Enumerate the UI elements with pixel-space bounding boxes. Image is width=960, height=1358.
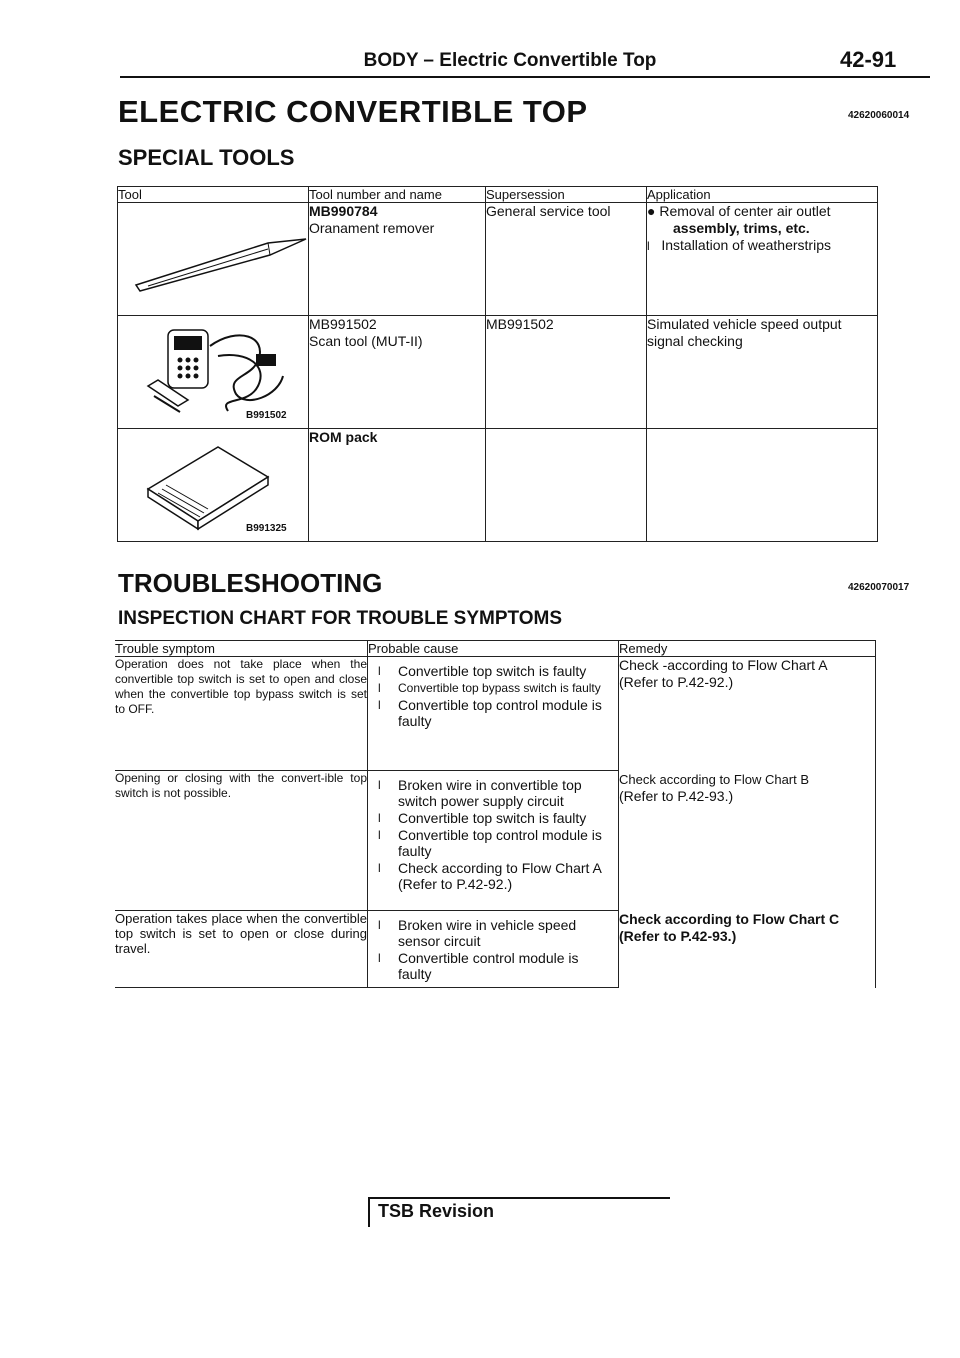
probable-cause-cell	[368, 771, 619, 911]
application-text: assembly, trims, etc.	[673, 220, 810, 236]
tool-application-cell	[647, 316, 878, 429]
application-text: signal checking	[647, 333, 743, 349]
application-text: Removal of center air outlet	[659, 203, 831, 219]
remedy-cell	[619, 657, 876, 771]
application-line: ● Removal of center air outlet	[647, 203, 831, 219]
remedy-ref: (Refer to P.42-93.)	[619, 927, 737, 944]
trouble-row	[115, 771, 876, 911]
application-text: Installation of weatherstrips	[661, 237, 831, 253]
trouble-row	[115, 657, 876, 771]
page-header-title: BODY – Electric Convertible Top	[363, 50, 657, 71]
troubleshooting-code: 42620070017	[848, 582, 910, 593]
tool-number-cell	[309, 203, 486, 316]
tool-image-label: B991502	[246, 410, 287, 421]
cause-item: l Convertible top switch is faulty	[378, 663, 612, 679]
page-number: 42-91	[840, 47, 897, 72]
cause-item: l Broken wire in vehicle speed sensor circuit	[378, 917, 612, 949]
tool-image-cell	[118, 429, 309, 542]
remedy-text: Check according to Flow Chart C	[619, 910, 840, 927]
trouble-header-row	[115, 641, 876, 657]
tool-number-cell	[309, 429, 486, 542]
tool-application-cell	[647, 203, 878, 316]
tool-number: MB991502	[309, 316, 377, 332]
special-tools-header-row	[118, 187, 878, 203]
tool-row	[118, 316, 878, 429]
header-trouble-symptom: Trouble symptom	[115, 641, 368, 657]
special-tools-title: SPECIAL TOOLS	[118, 145, 295, 170]
tool-supersession: MB991502	[486, 316, 647, 429]
trouble-row	[115, 911, 876, 988]
probable-cause-cell	[368, 911, 619, 988]
cause-list	[368, 657, 618, 734]
tool-row	[118, 203, 878, 316]
tsb-revision-label: TSB Revision	[378, 1201, 495, 1221]
remedy-cell	[619, 911, 876, 988]
header-application: Application	[647, 187, 878, 203]
application-line: l Installation of weatherstrips	[647, 237, 831, 253]
trouble-symptom: Operation does not take place when the convertible top switch is set to open and close when the convertible top bypass switch is set to OFF.	[115, 657, 368, 771]
cause-item: l Broken wire in convertible top switch power supply circuit	[378, 777, 612, 809]
trouble-symptom: Opening or closing with the convert-ible top switch is not possible.	[115, 771, 368, 911]
cause-item: l Convertible top control module is faulty	[378, 827, 612, 859]
header-remedy: Remedy	[619, 641, 876, 657]
troubleshooting-title: TROUBLESHOOTING	[118, 568, 383, 598]
probable-cause-cell	[368, 657, 619, 771]
tool-image-cell	[118, 316, 309, 429]
trouble-symptom: Operation takes place when the convertible top switch is set to open or close during travel.	[115, 911, 368, 988]
tool-image-label: B991325	[246, 523, 287, 534]
inspection-chart-title: INSPECTION CHART FOR TROUBLE SYMPTOMS	[118, 608, 563, 629]
tool-name: Oranament remover	[309, 220, 435, 236]
cause-list	[368, 911, 618, 987]
remedy-ref: (Refer to P.42-93.)	[619, 787, 734, 804]
cause-item: l Convertible top switch is faulty	[378, 810, 612, 826]
tool-name: Scan tool (MUT-II)	[309, 333, 423, 349]
tool-number: MB990784	[309, 203, 378, 219]
application-text: Simulated vehicle speed output	[647, 316, 842, 332]
tool-number-cell	[309, 316, 486, 429]
special-tools-table	[117, 186, 878, 542]
header-rule	[120, 76, 930, 78]
cause-item: l Check according to Flow Chart A (Refer to P.42-92.)	[378, 860, 612, 892]
tool-row	[118, 429, 878, 542]
ornament-remover-icon	[118, 203, 308, 315]
tool-supersession	[486, 429, 647, 542]
header-tool-number: Tool number and name	[309, 187, 486, 203]
section-code: 42620060014	[848, 110, 910, 121]
cause-item: l Convertible top bypass switch is faulty	[378, 680, 612, 696]
tool-number: ROM pack	[309, 429, 378, 445]
header-tool: Tool	[118, 187, 309, 203]
remedy-cell	[619, 771, 876, 911]
tool-supersession: General service tool	[486, 203, 647, 316]
tool-application-cell	[647, 429, 878, 542]
trouble-symptoms-table	[115, 640, 876, 988]
cause-list	[368, 771, 618, 897]
remedy-text: Check according to Flow Chart B	[619, 771, 810, 787]
header-probable-cause: Probable cause	[368, 641, 619, 657]
cause-item: l Convertible control module is faulty	[378, 950, 612, 982]
remedy-ref: (Refer to P.42-92.)	[619, 674, 734, 690]
cause-item: l Convertible top control module is faulty	[378, 697, 612, 729]
section-title: ELECTRIC CONVERTIBLE TOP	[118, 94, 588, 129]
header-supersession: Supersession	[486, 187, 647, 203]
remedy-text: Check -according to Flow Chart A	[619, 657, 828, 673]
tool-image-cell	[118, 203, 309, 316]
